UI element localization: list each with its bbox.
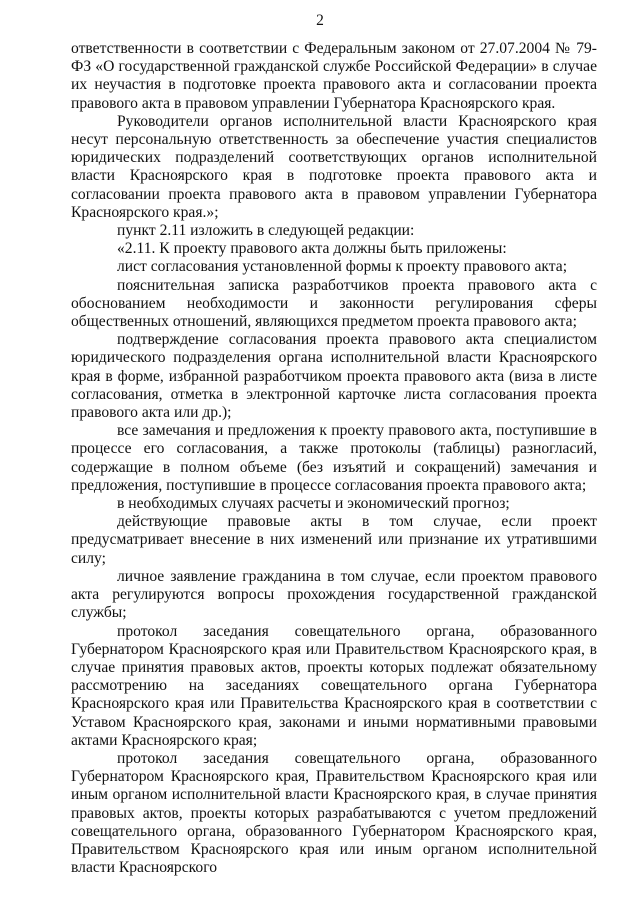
paragraph: лист согласования установленной формы к проекту правового акта; [117,258,568,276]
paragraph: ответственности в соответствии с Федеральным законом от 27.07.2004 № 79-ФЗ «О государственной гражданской службе Российской Федерации» в случае их неучастия в подготовке проекта правового акта и согласовании проекта правового акта в правовом управлении Губернатора Красноярского края. [71,40,597,112]
paragraph: протокол заседания совещательного органа, образованного Губернатором Красноярского края или Правительством Красноярского края, в случае принятия правовых актов, проекты которых подлежат обязательному рассмотрению на заседаниях совещательного органа Губернатора Красноярского края или Правительства Красноярского края в соответствии с Уставом Красноярского края, законами и иными нормативными правовыми актами Красноярского края; [71,622,597,749]
paragraph: личное заявление гражданина в том случае, если проектом правового акта регулируются вопросы прохождения государственной гражданской службы; [71,567,597,622]
paragraph: действующие правовые акты в том случае, если проект предусматривает внесение в них изменений или признание их утратившими силу; [71,513,597,567]
paragraph: все замечания и предложения к проекту правового акта, поступившие в процессе его согласования, а также протоколы (таблицы) разногласий, содержащие в полном объеме (без изъятий и сокращений) замечания и предложения, поступившие в процессе согласования проекта правового акта; [71,422,597,494]
paragraph: «2.11. К проекту правового акта должны быть приложены: [117,240,507,258]
page-number: 2 [316,12,324,29]
paragraph: пункт 2.11 изложить в следующей редакции: [117,222,415,240]
document-body [71,40,597,877]
paragraph: Руководители органов исполнительной власти Красноярского края несут персональную ответственность за обеспечение участия специалистов юридических подразделений соответствующих органов исполнительной власти Красноярского края в подготовке проекта правового акта и согласовании проекта правового акта в правовом управлении Губернатора Красноярского края.»; [71,112,597,221]
paragraph: протокол заседания совещательного органа, образованного Губернатором Красноярского края, Правительством Красноярского края или иным органом исполнительной власти Красноярского края, в случае принятия правовых актов, проекты которых разрабатываются с учетом предложений совещательного органа, образованного Губернатором Красноярского края, Правительством Красноярского края или иным органом исполнительной власти Красноярского [71,749,597,877]
paragraph: пояснительная записка разработчиков проекта правового акта с обоснованием необходимости и законности регулирования сферы общественных отношений, являющихся предметом проекта правового акта; [71,276,597,331]
paragraph: подтверждение согласования проекта правового акта специалистом юридического подразделения органа исполнительной власти Красноярского края в форме, избранной разработчиком проекта правового акта (виза в листе согласования, отметка в электронной карточке листа согласования проекта правового акта или др.); [71,331,597,422]
paragraph: в необходимых случаях расчеты и экономический прогноз; [117,495,510,513]
